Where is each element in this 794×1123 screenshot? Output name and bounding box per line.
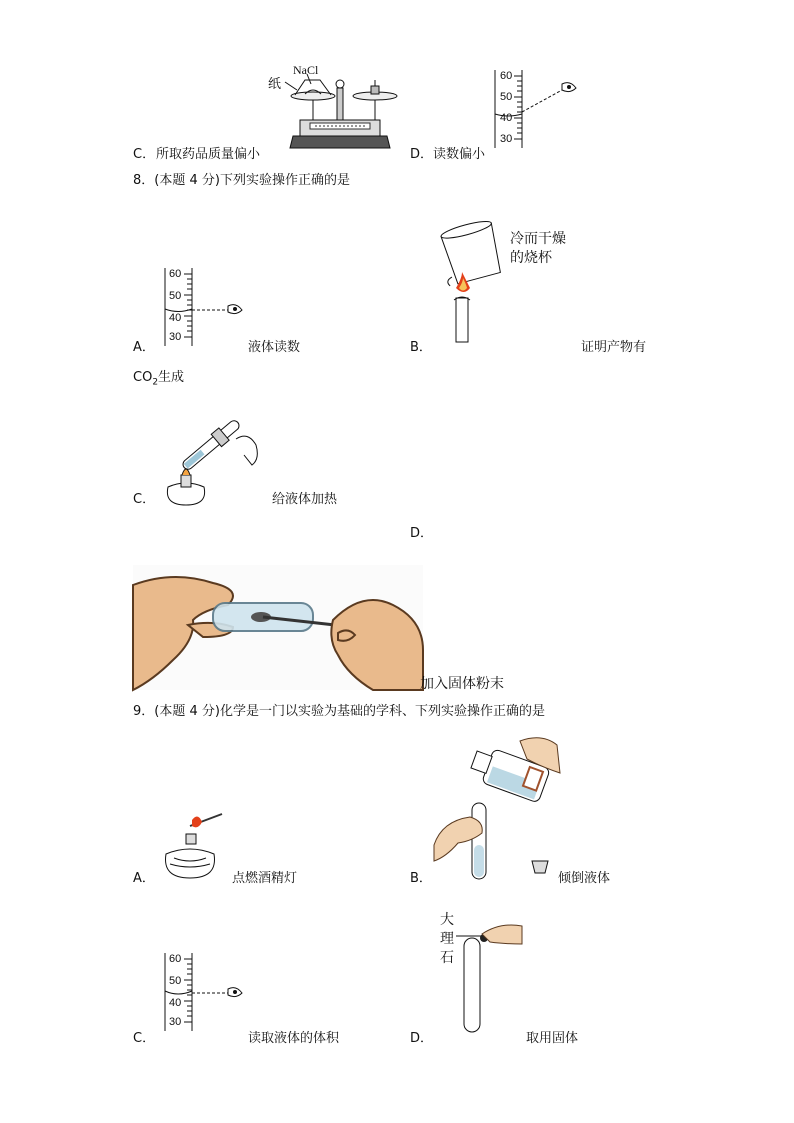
marble-label-char3: 石 bbox=[440, 950, 454, 966]
beaker-label-line2: 的烧杯 bbox=[510, 250, 552, 266]
q9-option-c-letter: C． bbox=[133, 1031, 156, 1046]
q9-option-b-letter: B． bbox=[410, 871, 432, 886]
q8-option-c-text: 给液体加热 bbox=[272, 492, 338, 507]
tick-label: 40 bbox=[500, 112, 513, 124]
tick-label: 40 bbox=[169, 312, 182, 324]
q8-option-a-letter: A． bbox=[133, 340, 155, 355]
q7-option-d-text: 读数偏小 bbox=[433, 147, 486, 162]
q8-option-c-letter: C． bbox=[133, 492, 156, 507]
paper-label: 纸 bbox=[268, 77, 282, 92]
q9-option-b-text: 倾倒液体 bbox=[558, 871, 611, 886]
tick-label: 60 bbox=[500, 70, 513, 82]
co2-subscript: 2 bbox=[152, 377, 159, 388]
q9-option-a-letter: A． bbox=[133, 871, 155, 886]
pouring-liquid-figure bbox=[432, 733, 562, 881]
tick-label: 30 bbox=[500, 133, 513, 145]
q9-option-c-text: 读取液体的体积 bbox=[248, 1031, 340, 1046]
marble-label-char2: 理 bbox=[440, 931, 454, 947]
q8-option-b-text-cont bbox=[133, 370, 184, 391]
q9-option-d-letter: D． bbox=[410, 1031, 434, 1046]
q7-option-c-letter: C． bbox=[133, 147, 156, 162]
tick-label: 50 bbox=[169, 975, 182, 987]
tick-label: 60 bbox=[169, 268, 182, 280]
q8-option-b-text: 证明产物有 bbox=[581, 340, 647, 355]
q8-option-b-letter: B． bbox=[410, 340, 432, 355]
balance-figure bbox=[265, 60, 415, 160]
q9-stem: 9．(本题 4 分)化学是一门以实验为基础的学科、下列实验操作正确的是 bbox=[133, 704, 545, 719]
tick-label: 30 bbox=[169, 1016, 182, 1028]
q8-option-d-letter: D． bbox=[410, 526, 434, 541]
tick-label: 60 bbox=[169, 953, 182, 965]
q8-option-d-text: 加入固体粉末 bbox=[420, 676, 504, 692]
co2-suffix: 生成 bbox=[158, 370, 185, 385]
q9-option-a-text: 点燃酒精灯 bbox=[232, 871, 298, 886]
tick-label: 40 bbox=[169, 997, 182, 1009]
q8-option-a-text: 液体读数 bbox=[248, 340, 301, 355]
nacl-label: NaCl bbox=[293, 63, 319, 77]
q7-option-c-text: 所取药品质量偏小 bbox=[156, 147, 261, 162]
beaker-label-line1: 冷而干燥 bbox=[510, 231, 566, 247]
q7-option-d-letter: D． bbox=[410, 147, 434, 162]
q8-stem: 8．(本题 4 分)下列实验操作正确的是 bbox=[133, 173, 350, 188]
tick-label: 50 bbox=[169, 290, 182, 302]
tick-label: 30 bbox=[169, 331, 182, 343]
heating-liquid-figure bbox=[156, 405, 266, 510]
marble-label-char1: 大 bbox=[440, 912, 454, 928]
alcohol-lamp-figure bbox=[160, 808, 230, 880]
taking-solid-figure bbox=[456, 918, 526, 1036]
test-tube-hands-photo bbox=[133, 565, 423, 690]
co2-text: CO bbox=[133, 370, 153, 385]
tick-label: 50 bbox=[500, 91, 513, 103]
q9-option-d-text: 取用固体 bbox=[526, 1031, 579, 1046]
beaker-candle-figure bbox=[436, 216, 516, 344]
